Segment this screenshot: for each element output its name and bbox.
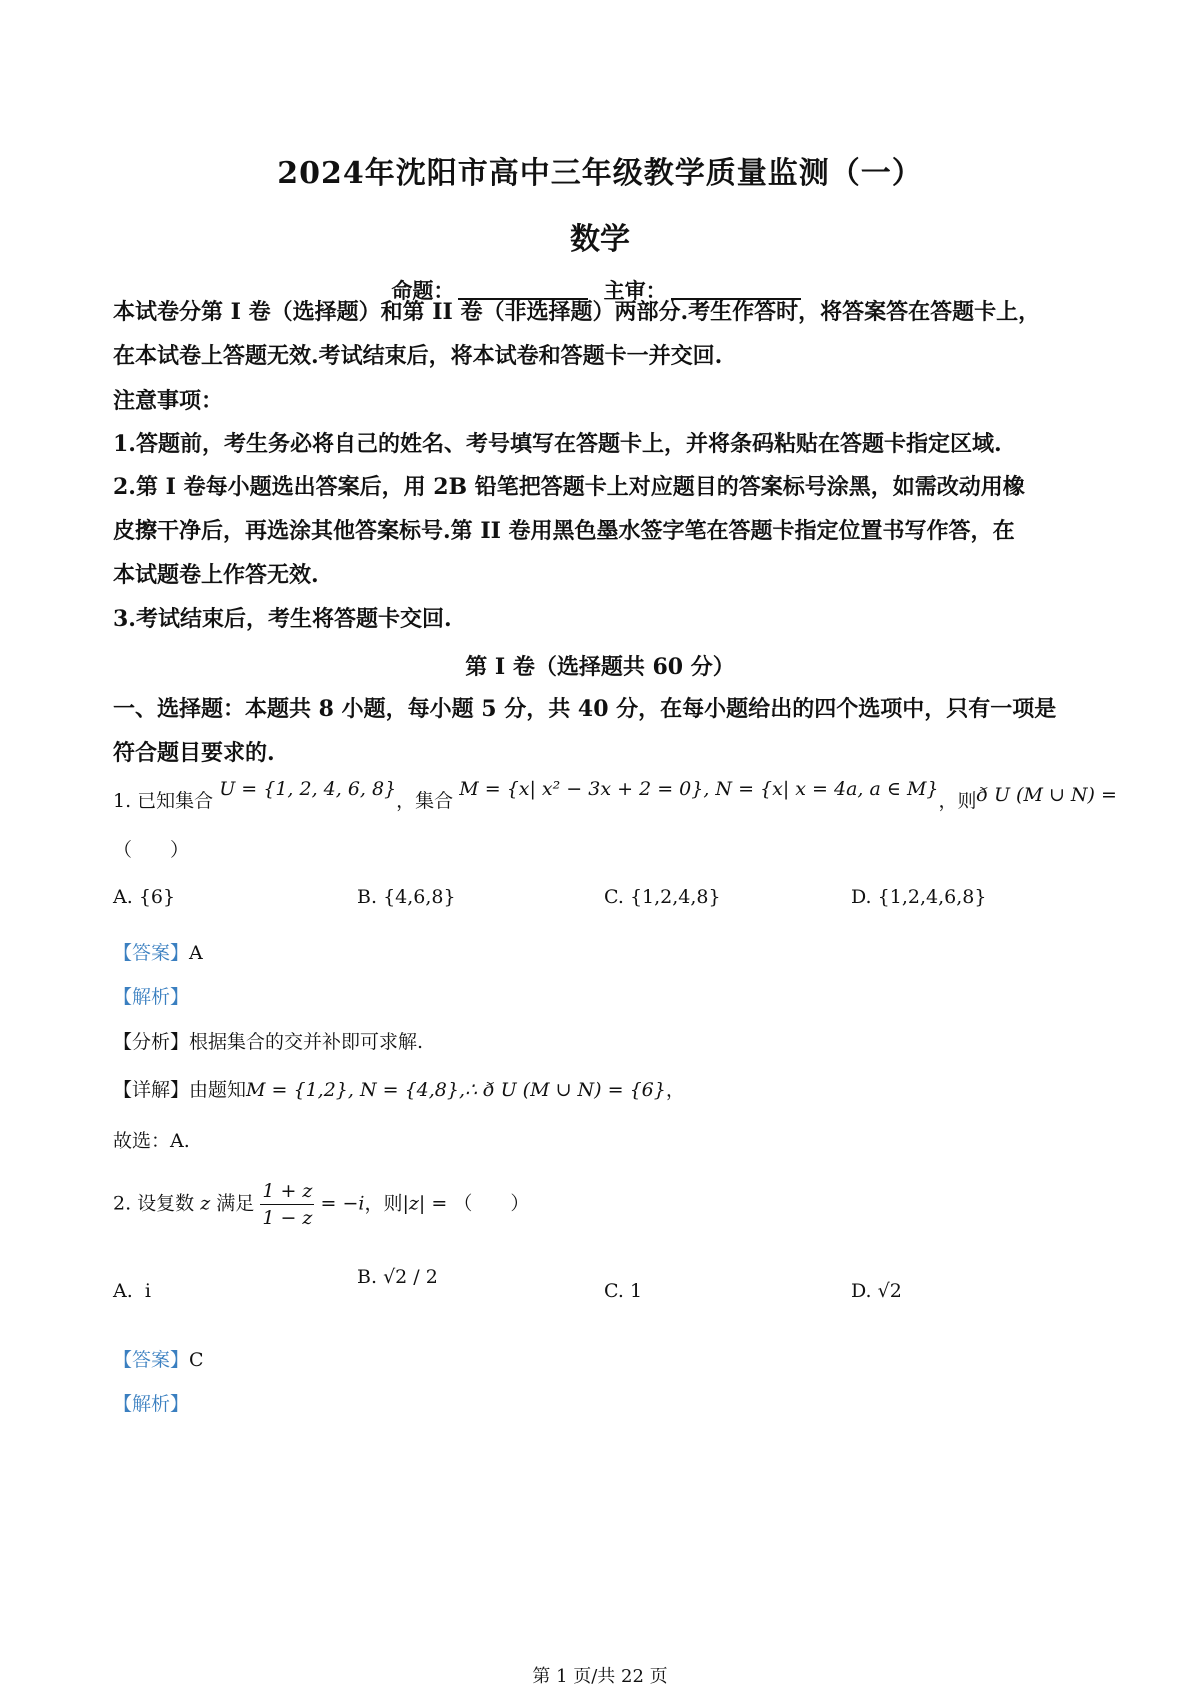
q1-option-a-label: A. — [113, 886, 133, 908]
notice-2c: 本试题卷上作答无效. — [113, 562, 319, 588]
notice-2a: 2.第 I 卷每小题选出答案后，用 2B 铅笔把答题卡上对应题目的答案标号涂黑，如需改动用橡 — [113, 474, 1025, 500]
q1-xiangjie — [113, 1075, 685, 1102]
q1-option-d[interactable] — [851, 886, 986, 908]
volume-heading: 第 I 卷（选择题共 60 分） — [465, 654, 735, 680]
q2-prefix: 2. 设复数 — [113, 1192, 195, 1215]
q2-answer-tag: 【答案】 — [113, 1349, 190, 1371]
q2-option-d-value: √2 — [877, 1280, 902, 1302]
q1-option-a-value: {6} — [138, 886, 176, 908]
q1-paren: （ ） — [113, 839, 190, 861]
q2-option-a[interactable] — [113, 1280, 151, 1302]
q2-option-b[interactable] — [357, 1266, 438, 1288]
q1-conclusion: 故选：A. — [113, 1130, 190, 1152]
q1-option-b-label: B. — [357, 886, 378, 908]
question-1 — [113, 778, 1117, 813]
q1-analysis-tag — [113, 982, 189, 1009]
q1-option-c-value: {1,2,4,8} — [629, 886, 721, 908]
q2-mid: 满足 — [216, 1192, 255, 1215]
q1-option-d-label: D. — [851, 886, 872, 908]
q2-option-c-label: C. — [604, 1280, 624, 1302]
q2-option-d[interactable] — [851, 1280, 902, 1302]
notice-heading: 注意事项： — [113, 388, 224, 414]
q1-set-u: U = {1, 2, 4, 6, 8} — [219, 778, 397, 800]
q1-xiangjie-prefix: 由题知 — [189, 1079, 247, 1101]
question-2 — [113, 1180, 529, 1229]
q2-option-a-label: A. — [113, 1280, 133, 1302]
q1-mid: ，集合 — [396, 790, 454, 812]
q1-fenxi-text: 根据集合的交并补即可求解. — [189, 1031, 424, 1053]
q2-answer — [113, 1345, 204, 1372]
q1-xiangjie-math: M = {1,2}, N = {4,8},∴ ð U (M ∪ N) = {6} — [246, 1079, 666, 1101]
notice-3: 3.考试结束后，考生将答题卡交回. — [113, 606, 452, 632]
q1-answer-value: A — [189, 942, 203, 964]
q2-fraction — [260, 1180, 314, 1229]
q1-option-d-value: {1,2,4,6,8} — [877, 886, 987, 908]
page-footer: 第 1 页/共 22 页 — [532, 1666, 668, 1687]
q1-analysis-tag-text: 【解析】 — [113, 986, 190, 1008]
q1-option-a[interactable] — [113, 886, 175, 908]
notice-1: 1.答题前，考生务必将自己的姓名、考号填写在答题卡上，并将条码粘贴在答题卡指定区域. — [113, 431, 1002, 457]
q2-option-c-value: 1 — [629, 1280, 643, 1302]
q1-set-m-n: M = {x| x² − 3x + 2 = 0}, N = {x| x = 4a, a ∈ M} — [459, 778, 939, 800]
q1-tail: ，则 — [938, 790, 977, 812]
q2-analysis-tag-text: 【解析】 — [113, 1393, 190, 1415]
intro-line-2: 在本试卷上答题无效.考试结束后，将本试卷和答题卡一并交回. — [113, 343, 723, 369]
exam-title: 2024年沈阳市高中三年级教学质量监测（一） — [277, 156, 923, 191]
q2-eq: = −i — [320, 1192, 365, 1215]
q2-frac-den: 1 − z — [262, 1207, 313, 1229]
q2-abs: |z| = — [402, 1192, 448, 1215]
q2-option-a-value: i — [144, 1280, 151, 1302]
q2-var: z — [200, 1192, 211, 1215]
q2-frac-num: 1 + z — [260, 1180, 314, 1205]
q1-fenxi — [113, 1027, 423, 1054]
reviewer-label: 主审： — [603, 278, 667, 303]
notice-2b: 皮擦干净后，再选涂其他答案标号.第 II 卷用黑色墨水签字笔在答题卡指定位置书写作答，在 — [113, 518, 1015, 544]
q2-paren: （ ） — [453, 1192, 530, 1215]
q2-option-b-label: B. — [357, 1266, 378, 1288]
q2-answer-value: C — [189, 1349, 204, 1371]
q1-xiangjie-tag: 【详解】 — [113, 1079, 190, 1101]
q1-answer-tag: 【答案】 — [113, 942, 190, 964]
part-line-1: 一、选择题：本题共 8 小题，每小题 5 分，共 40 分，在每小题给出的四个选项中，只有一项是 — [113, 696, 1057, 722]
q2-option-b-value: √2 / 2 — [383, 1266, 438, 1288]
q1-option-b-value: {4,6,8} — [383, 886, 456, 908]
q2-analysis-tag — [113, 1389, 189, 1416]
q1-xiangjie-tail: ， — [665, 1079, 685, 1101]
q2-tail: ，则 — [364, 1192, 403, 1215]
author-label: 命题： — [391, 278, 455, 303]
q1-fenxi-tag: 【分析】 — [113, 1031, 190, 1053]
q1-answer — [113, 938, 203, 965]
q2-option-d-label: D. — [851, 1280, 872, 1302]
q1-option-c-label: C. — [604, 886, 624, 908]
exam-subject: 数学 — [570, 222, 630, 257]
q1-expr: ð U (M ∪ N) = — [976, 784, 1117, 806]
part-line-2: 符合题目要求的. — [113, 740, 275, 766]
q2-option-c[interactable] — [604, 1280, 642, 1302]
q1-option-c[interactable] — [604, 886, 721, 908]
q1-option-b[interactable] — [357, 886, 456, 908]
intro-line-1: 本试卷分第 I 卷（选择题）和第 II 卷（非选择题）两部分.考生作答时，将答案答在答题卡上， — [113, 299, 1041, 325]
q1-prefix: 1. 已知集合 — [113, 790, 214, 812]
